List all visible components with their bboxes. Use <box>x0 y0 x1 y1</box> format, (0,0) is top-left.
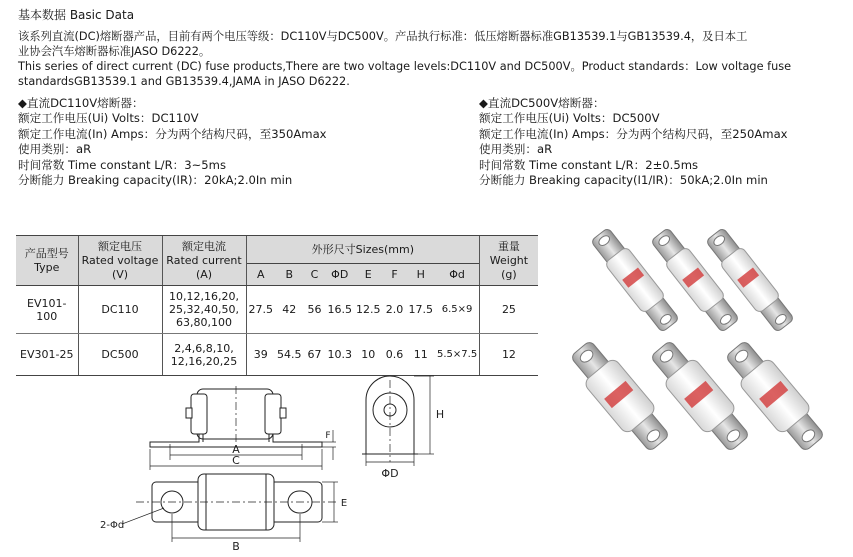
dim-header: E <box>354 264 383 286</box>
dim-header: Φd <box>435 264 480 286</box>
dim-cell: 67 <box>304 334 326 376</box>
spec-heading: ◆直流DC110V熔断器： <box>18 96 144 110</box>
dim-label-a: A <box>232 443 240 456</box>
intro-english <box>18 59 791 89</box>
dim-label-b: B <box>232 540 240 553</box>
sizes-header: 外形尺寸Sizes(mm) <box>246 236 480 264</box>
spec-line: 额定工作电压(Ui) Volts：DC110V <box>18 111 199 126</box>
spec-dc500 <box>479 96 788 188</box>
spec-line: 额定工作电流(In) Amps：分为两个结构尺码，至250Amax <box>479 126 788 141</box>
dim-label-f: F <box>325 431 331 441</box>
weight-cell: 25 <box>480 286 538 334</box>
dim-cell: 27.5 <box>246 286 275 334</box>
large-fuse-group <box>565 336 830 457</box>
voltage-header: 额定电压 Rated voltage (V) <box>78 236 162 286</box>
dim-header: H <box>407 264 436 286</box>
spec-line: 额定工作电流(In) Amps：分为两个结构尺码，至350Amax <box>18 126 327 141</box>
spec-dc110 <box>18 96 327 188</box>
fuse-side-view <box>150 386 322 447</box>
type-header: 产品型号 Type <box>16 236 78 286</box>
dimension-drawing <box>0 370 480 557</box>
voltage-cell: DC500 <box>78 334 162 376</box>
intro-zh-line: 业协会汽车熔断器标准JASO D6222。 <box>18 45 211 58</box>
dim-header: B <box>275 264 304 286</box>
dim-cell: 10 <box>354 334 383 376</box>
spec-line: 时间常数 Time constant L/R：2±0.5ms <box>479 157 699 172</box>
dim-header: ΦD <box>326 264 355 286</box>
specification-table <box>16 235 538 376</box>
dim-cell: 5.5×7.5 <box>435 334 480 376</box>
dim-cell: 10.3 <box>326 334 355 376</box>
spec-line: 使用类别：aR <box>479 142 553 157</box>
spec-line: 使用类别：aR <box>18 142 92 157</box>
dim-label-d: ΦD <box>381 467 399 480</box>
weight-header: 重量 Weight (g) <box>480 236 538 286</box>
current-cell: 10,12,16,20, 25,32,40,50, 63,80,100 <box>162 286 246 334</box>
dim-label-c: C <box>232 454 240 467</box>
current-header: 额定电流 Rated current (A) <box>162 236 246 286</box>
dim-cell: 42 <box>275 286 304 334</box>
dim-cell: 0.6 <box>383 334 407 376</box>
product-photo <box>560 218 853 468</box>
dim-cell: 56 <box>304 286 326 334</box>
intro-en-line: This series of direct current (DC) fuse products,There are two voltage levels:DC110V and DC500V。Product standards：Low voltage fuse <box>18 60 792 73</box>
spec-line: 分断能力 Breaking capacity(I1/IR)：50kA;2.0In min <box>479 173 768 188</box>
current-cell: 2,4,6,8,10, 12,16,20,25 <box>162 334 246 376</box>
table-row <box>16 286 538 334</box>
fuse-top-view <box>122 474 338 542</box>
dim-header: A <box>246 264 275 286</box>
weight-cell: 12 <box>480 334 538 376</box>
voltage-cell: DC110 <box>78 286 162 334</box>
small-fuse-group <box>588 226 796 335</box>
dim-header: C <box>304 264 326 286</box>
dim-label-e: E <box>340 498 348 509</box>
dim-cell: 39 <box>246 334 275 376</box>
dim-cell: 6.5×9 <box>435 286 480 334</box>
dim-label-hole: 2-Φd <box>100 520 125 531</box>
dim-cell: 54.5 <box>275 334 304 376</box>
spec-line: 时间常数 Time constant L/R：3~5ms <box>18 157 227 172</box>
type-cell: EV301-25 <box>16 334 78 376</box>
dim-cell: 17.5 <box>407 286 436 334</box>
spec-heading: ◆直流DC500V熔断器： <box>479 96 605 110</box>
fuse-front-view <box>362 376 434 466</box>
page-title: 基本数据 Basic Data <box>18 8 135 22</box>
dim-label-h: H <box>435 408 445 421</box>
spec-line: 额定工作电压(Ui) Volts：DC500V <box>479 111 660 126</box>
spec-line: 分断能力 Breaking capacity(IR)：20kA;2.0In min <box>18 173 293 188</box>
intro-zh-line: 该系列直流(DC)熔断器产品，目前有两个电压等级：DC110V与DC500V。产品执行标准：低压熔断器标准GB13539.1与GB13539.4，及日本工 <box>18 30 748 43</box>
dim-cell: 16.5 <box>326 286 355 334</box>
dim-cell: 12.5 <box>354 286 383 334</box>
dim-header: F <box>383 264 407 286</box>
intro-chinese <box>18 29 747 59</box>
type-cell: EV101-100 <box>16 286 78 334</box>
dim-cell: 11 <box>407 334 436 376</box>
dim-cell: 2.0 <box>383 286 407 334</box>
intro-en-line: standardsGB13539.1 and GB13539.4,JAMA in JASO D6222. <box>18 75 350 88</box>
